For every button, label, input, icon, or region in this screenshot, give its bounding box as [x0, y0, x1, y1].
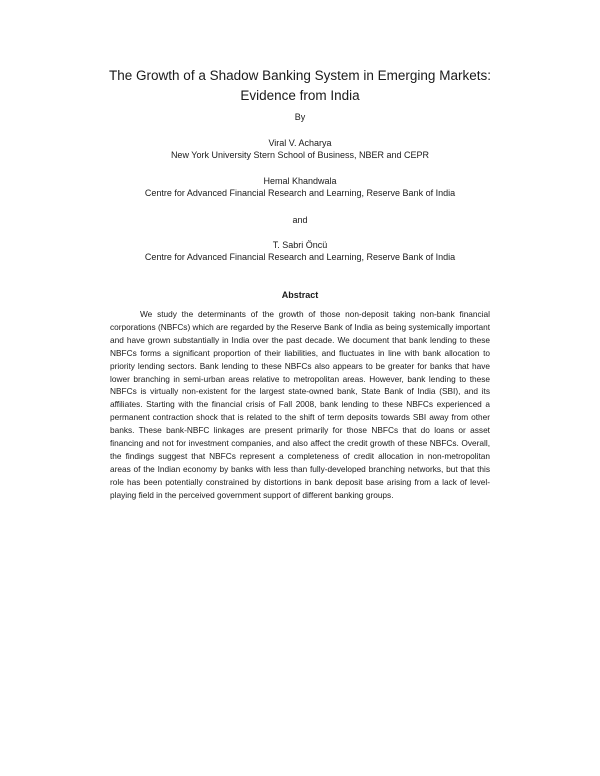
- author-affiliation-1: New York University Stern School of Business, NBER and CEPR: [170, 150, 430, 160]
- paper-title: [40, 66, 560, 106]
- and-label: and: [292, 215, 308, 225]
- by-label: By: [294, 112, 306, 122]
- paper-title-line-1: The Growth of a Shadow Banking System in Emerging Markets:: [109, 68, 491, 83]
- author-name-2: Hemal Khandwala: [263, 176, 337, 186]
- author-name-3: T. Sabri Öncü: [272, 240, 328, 250]
- author-affiliation-3: Centre for Advanced Financial Research and Learning, Reserve Bank of India: [144, 252, 456, 262]
- abstract-text: We study the determinants of the growth of those non-deposit taking non-bank financial corporations (NBFCs) which are regarded by the Reserve Bank of India as being systemically important and have grown substantially in India over the past decade. We document that bank lending to these NBFCs forms a significant proportion of their liabilities, and fluctuates in line with bank allocation to priority lending sectors. Bank lending to these NBFCs also appears to be greater for banks that have lower branching in semi-urban areas relative to metropolitan areas. However, bank lending to these NBFCs is virtually non-existent for the largest state-owned bank, State Bank of India (SBI), and its affiliates. Starting with the financial crisis of Fall 2008, bank lending to these NBFCs experienced a permanent contraction shock that is related to the shift of term deposits towards SBI away from other banks. These bank-NBFC linkages are present primarily for those NBFCs that do loans or asset financing and not for investment companies, and also affect the credit growth of these NBFCs. Overall, the findings suggest that NBFCs represent a completeness of credit allocation in non-metropolitan areas of the Indian economy by banks with less than fully-developed branching networks, but that this role has been potentially constrained by distortions in bank deposit base arising from a lack of level-playing field in the perceived government support of different banking groups.: [110, 309, 490, 500]
- paper-title-line-2: Evidence from India: [240, 88, 360, 103]
- author-name-1: Viral V. Acharya: [268, 138, 332, 148]
- author-affiliation-2: Centre for Advanced Financial Research and Learning, Reserve Bank of India: [144, 188, 456, 198]
- abstract-heading: Abstract: [281, 290, 319, 300]
